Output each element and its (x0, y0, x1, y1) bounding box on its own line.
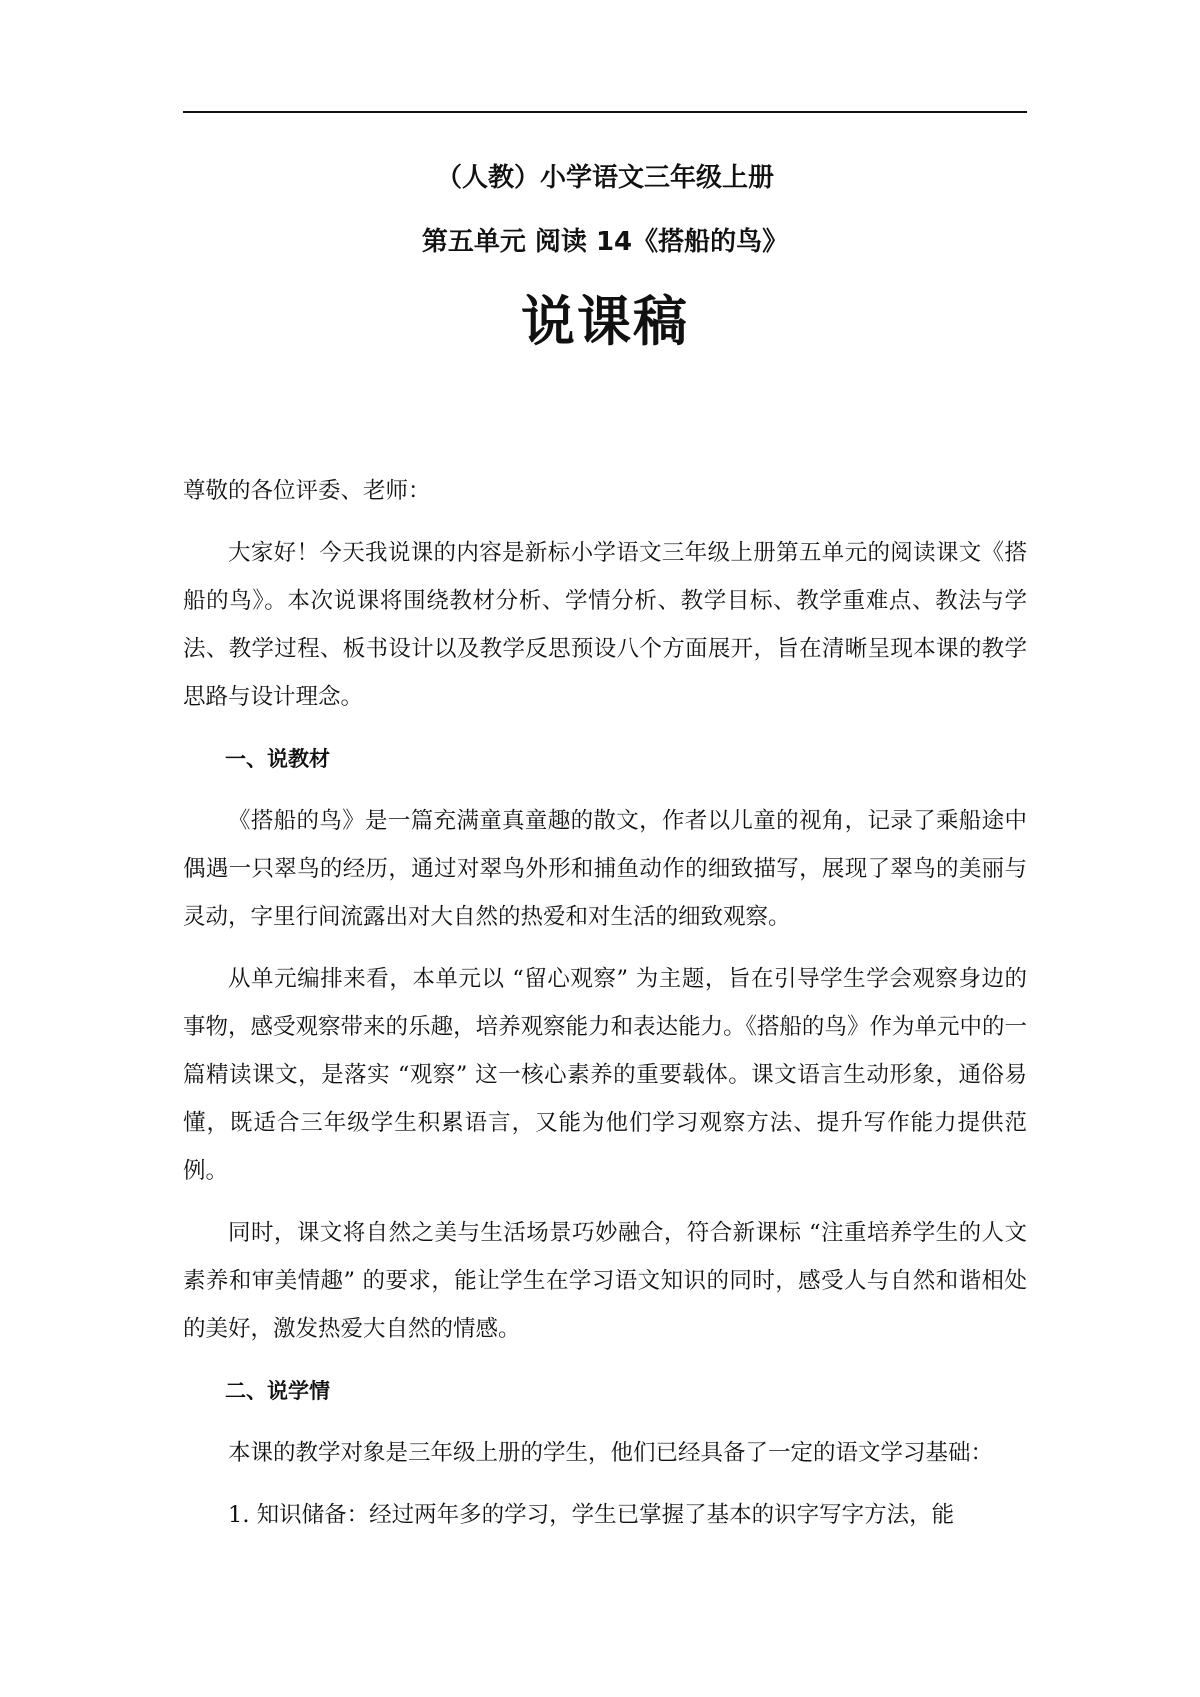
materials-paragraph-1: 《搭船的鸟》是一篇充满童真童趣的散文，作者以儿童的视角，记录了乘船途中偶遇一只翠鸟的经历，通过对翠鸟外形和捕鱼动作的细致描写，展现了翠鸟的美丽与灵动，字里行间流露出对大自然的热爱和对生活的细致观察。 (183, 808, 1027, 930)
doc-subtitle-unit: 第五单元 阅读 14《搭船的鸟》 (421, 227, 789, 257)
students-paragraph-1: 本课的教学对象是三年级上册的学生，他们已经具备了一定的语文学习基础： (228, 1440, 994, 1466)
intro-paragraph: 大家好！今天我说课的内容是新标小学语文三年级上册第五单元的阅读课文《搭船的鸟》。本次说课将围绕教材分析、学情分析、教学目标、教学重难点、教法与学法、教学过程、板书设计以及教学反思预设八个方面展开，旨在清晰呈现本课的教学思路与设计理念。 (183, 540, 1027, 710)
section-heading-students: 二、说学情 (225, 1379, 330, 1403)
students-list-item-1: 1. 知识储备：经过两年多的学习，学生已掌握了基本的识字写字方法，能 (228, 1502, 955, 1528)
materials-paragraph-2: 从单元编排来看，本单元以 “留心观察” 为主题，旨在引导学生学会观察身边的事物，感受观察带来的乐趣，培养观察能力和表达能力。《搭船的鸟》作为单元中的一篇精读课文，是落实 “观察” 这一核心素养的重要载体。课文语言生动形象，通俗易懂，既适合三年级学生积累语言，又能为他们学习观察方法、提升写作能力提供范例。 (183, 966, 1027, 1184)
header-rule (183, 111, 1027, 113)
greeting: 尊敬的各位评委、老师： (183, 478, 431, 504)
doc-subtitle-grade: （人教）小学语文三年级上册 (435, 163, 774, 193)
doc-main-title: 说课稿 (521, 290, 689, 353)
materials-paragraph-3: 同时，课文将自然之美与生活场景巧妙融合，符合新课标 “注重培养学生的人文素养和审美情趣” 的要求，能让学生在学习语文知识的同时，感受人与自然和谐相处的美好，激发热爱大自然的情感。 (183, 1220, 1027, 1342)
document-body (183, 467, 1027, 1539)
section-heading-materials: 一、说教材 (225, 747, 330, 771)
